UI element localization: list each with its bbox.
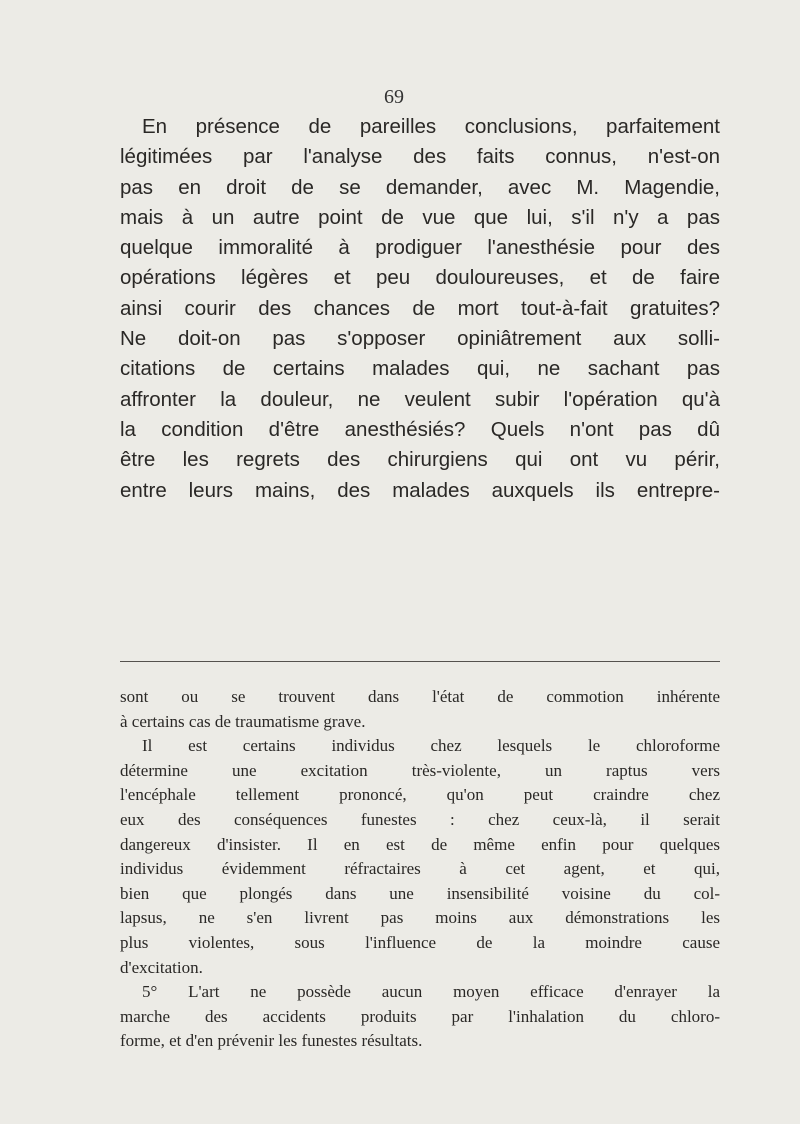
main-text-line: citations de certains malades qui, ne sachant pas [120, 357, 720, 381]
footnote-separator [120, 661, 720, 662]
footnote-line: lapsus, ne s'en livrent pas moins aux démonstrations les [120, 908, 720, 928]
main-text-line: entre leurs mains, des malades auxquels ils entrepre- [120, 478, 720, 502]
footnote [120, 685, 720, 1054]
main-text-line: ainsi courir des chances de mort tout-à-fait gratuites? [120, 296, 720, 320]
page-number: 69 [384, 86, 404, 108]
footnote-line: Il est certains individus chez lesquels le chloroforme [142, 736, 720, 756]
main-text-line: légitimées par l'analyse des faits connus, n'est-on [120, 145, 720, 169]
footnote-line: plus violentes, sous l'influence de la moindre cause [120, 932, 720, 952]
main-text-line: mais à un autre point de vue que lui, s'il n'y a pas [120, 205, 720, 229]
footnote-line: 5° L'art ne possède aucun moyen efficace d'enrayer la [142, 982, 720, 1002]
main-text-line: affronter la douleur, ne veulent subir l'opération qu'à [120, 387, 720, 411]
footnote-line: marche des accidents produits par l'inhalation du chloro- [120, 1006, 720, 1026]
footnote-line: eux des conséquences funestes : chez ceux-là, il serait [120, 809, 720, 829]
footnote-line: bien que plongés dans une insensibilité voisine du col- [120, 883, 720, 903]
main-text-line: pas en droit de se demander, avec M. Magendie, [120, 175, 720, 199]
footnote-line: dangereux d'insister. Il en est de même enfin pour quelques [120, 834, 720, 854]
main-text [120, 112, 720, 506]
footnote-line: individus évidemment réfractaires à cet agent, et qui, [120, 859, 720, 879]
main-text-line: opérations légères et peu douloureuses, et de faire [120, 266, 720, 290]
footnote-line: sont ou se trouvent dans l'état de commotion inhérente [120, 687, 720, 706]
footnote-line: forme, et d'en prévenir les funestes résultats. [120, 1031, 423, 1051]
main-text-line: la condition d'être anesthésiés? Quels n'ont pas dû [120, 417, 720, 441]
main-text-line: être les regrets des chirurgiens qui ont vu périr, [120, 448, 720, 472]
main-text-line: En présence de pareilles conclusions, parfaitement [142, 115, 720, 138]
footnote-line: l'encéphale tellement prononcé, qu'on peut craindre chez [120, 785, 720, 805]
main-text-line: Ne doit-on pas s'opposer opiniâtrement aux solli- [120, 327, 720, 351]
footnote-line: à certains cas de traumatisme grave. [120, 711, 366, 731]
main-text-line: quelque immoralité à prodiguer l'anesthésie pour des [120, 236, 720, 260]
footnote-line: d'excitation. [120, 957, 203, 977]
footnote-line: détermine une excitation très-violente, un raptus vers [120, 760, 720, 780]
